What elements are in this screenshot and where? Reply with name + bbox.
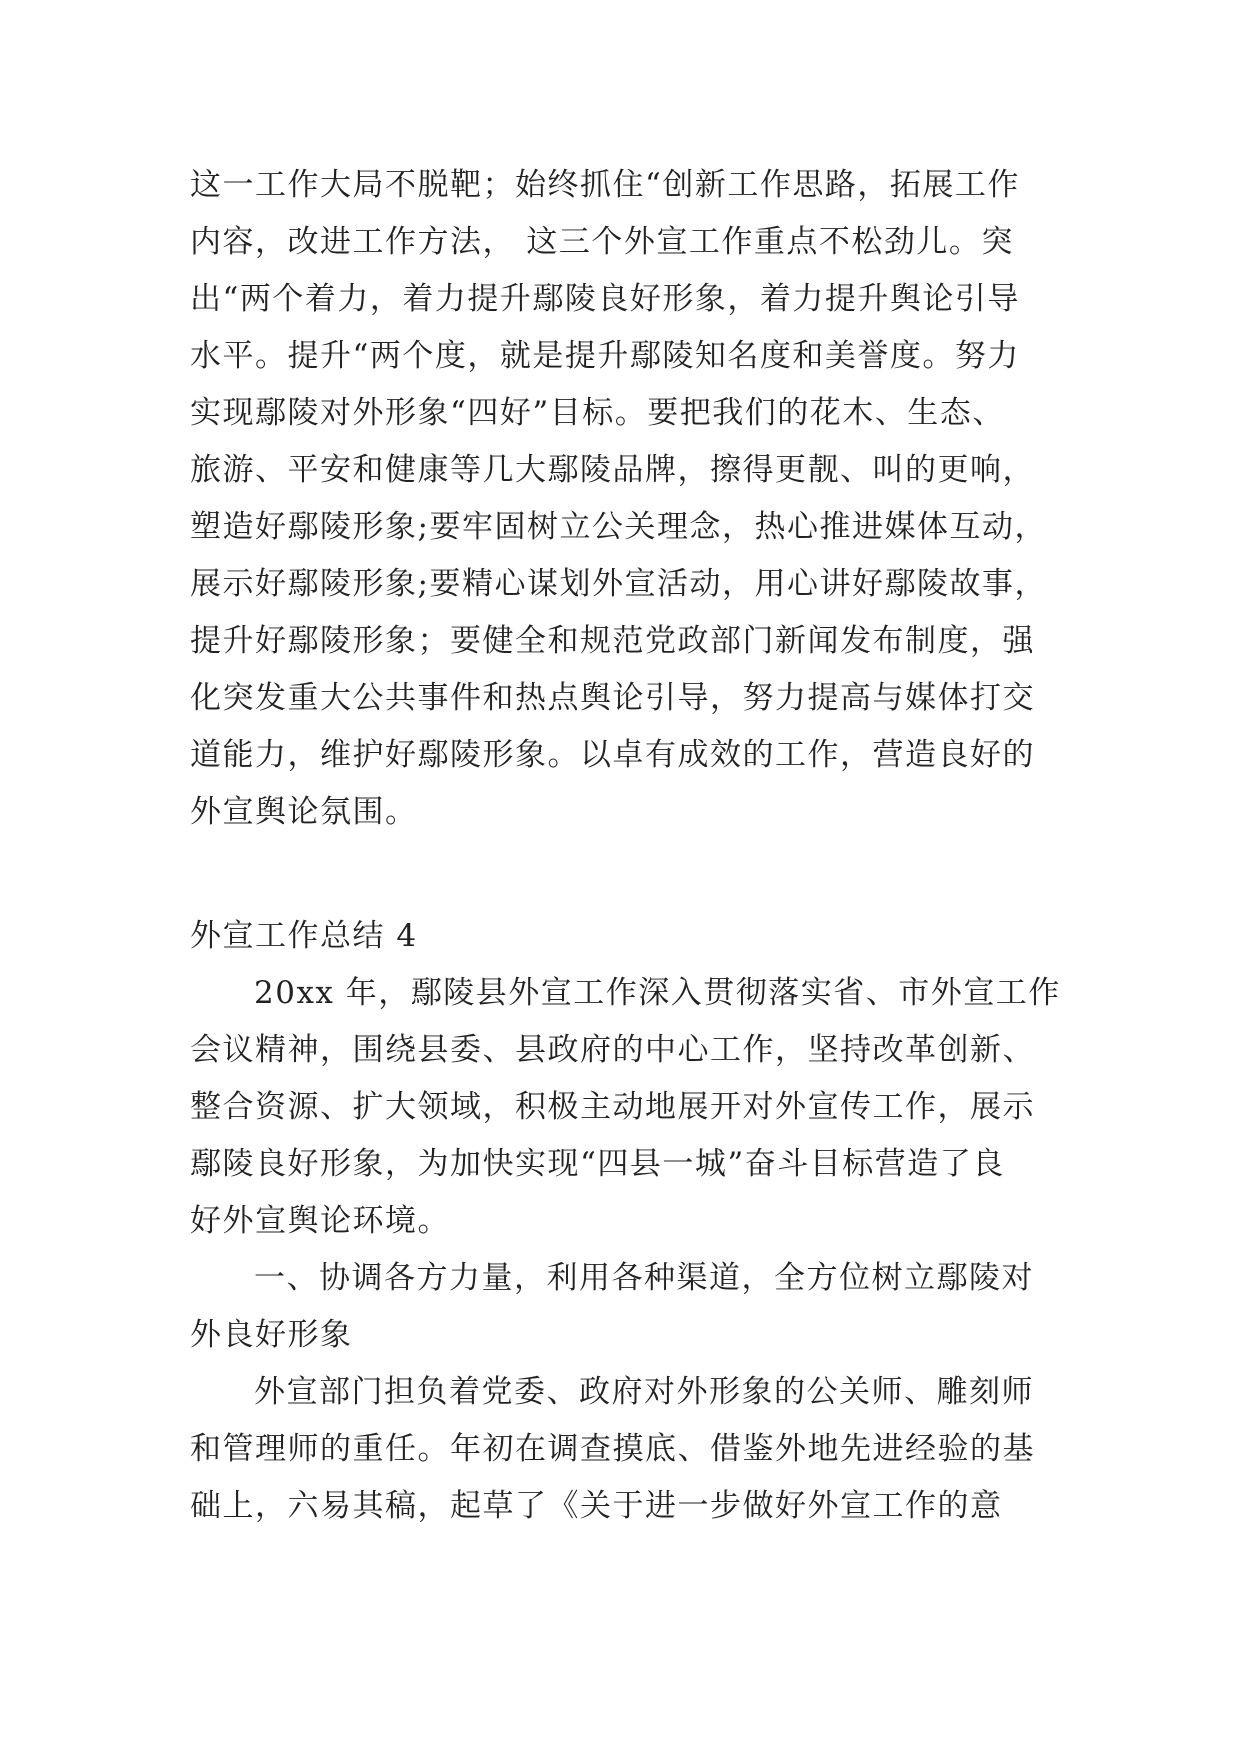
- body-paragraph: [190, 1364, 1070, 1535]
- paragraph-line: 内容，改进工作方法， 这三个外宣工作重点不松劲儿。突: [190, 224, 1014, 260]
- paragraph-line: 塑造好鄢陵形象;要牢固树立公关理念，热心推进媒体互动，: [190, 509, 1047, 545]
- paragraph-line: 一、协调各方力量，利用各种渠道，全方位树立鄢陵对: [254, 1260, 1034, 1296]
- paragraph-line: 20xx 年，鄢陵县外宣工作深入贯彻落实省、市外宣工作: [254, 975, 1061, 1011]
- paragraph-line: 整合资源、扩大领域，积极主动地展开对外宣传工作，展示: [190, 1089, 1035, 1125]
- paragraph-line: 旅游、平安和健康等几大鄢陵品牌，擦得更靓、叫的更响，: [190, 452, 1035, 488]
- paragraph-line: 外宣部门担负着党委、政府对外形象的公关师、雕刻师: [254, 1374, 1034, 1410]
- paragraph-line: 水平。提升“两个度，就是提升鄢陵知名度和美誉度。努力: [190, 338, 1020, 374]
- paragraph-line: 和管理师的重任。年初在调查摸底、借鉴外地先进经验的基: [190, 1431, 1035, 1467]
- section-title: 外宣工作总结 4: [190, 918, 418, 954]
- continued-paragraph: [190, 157, 1070, 841]
- paragraph-line: 外良好形象: [190, 1317, 353, 1353]
- paragraph-line: 外宣舆论氛围。: [190, 794, 418, 830]
- paragraph-line: 础上，六易其稿，起草了《关于进一步做好外宣工作的意: [190, 1488, 1003, 1524]
- subsection-heading: [190, 1250, 1070, 1364]
- paragraph-line: 道能力，维护好鄢陵形象。以卓有成效的工作，营造良好的: [190, 737, 1035, 773]
- paragraph-line: 提升好鄢陵形象；要健全和规范党政部门新闻发布制度，强: [190, 623, 1035, 659]
- paragraph-line: 化突发重大公共事件和热点舆论引导，努力提高与媒体打交: [190, 680, 1035, 716]
- paragraph-line: 展示好鄢陵形象;要精心谋划外宣活动，用心讲好鄢陵故事，: [190, 566, 1047, 602]
- paragraph-line: 这一工作大局不脱靶；始终抓住“创新工作思路，拓展工作: [190, 167, 1020, 203]
- intro-paragraph: [190, 965, 1070, 1250]
- paragraph-line: 鄢陵良好形象，为加快实现“四县一城”奋斗目标营造了良: [190, 1146, 1005, 1182]
- paragraph-line: 会议精神，围绕县委、县政府的中心工作，坚持改革创新、: [190, 1032, 1035, 1068]
- paragraph-line: 出“两个着力，着力提升鄢陵良好形象，着力提升舆论引导: [190, 281, 1020, 317]
- paragraph-line: 实现鄢陵对外形象“四好”目标。要把我们的花木、生态、: [190, 395, 1005, 431]
- section-block: [190, 908, 1070, 1535]
- paragraph-line: 好外宣舆论环境。: [190, 1203, 450, 1239]
